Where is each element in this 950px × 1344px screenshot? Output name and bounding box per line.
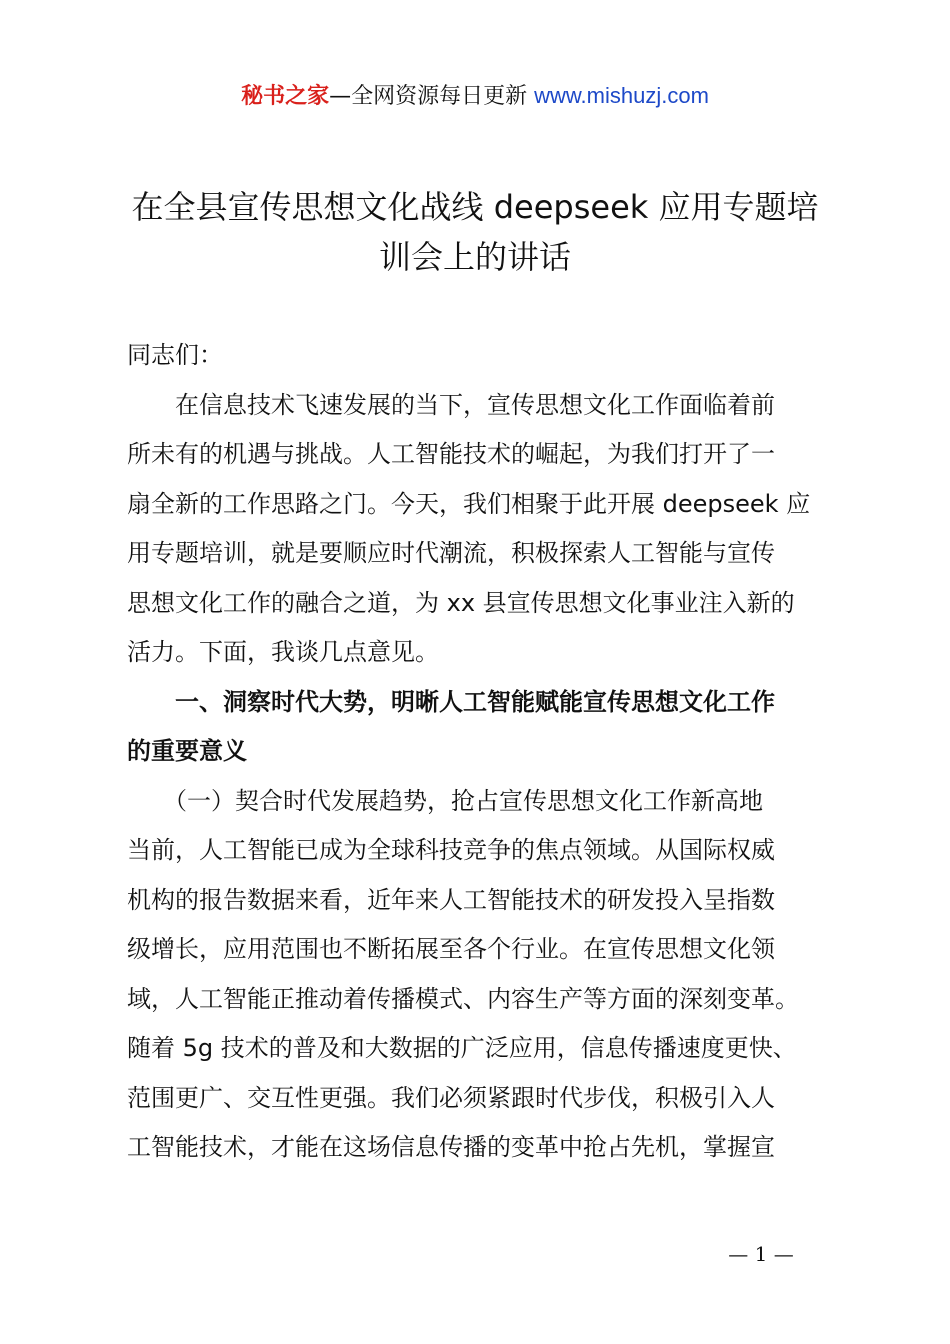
document-title: [100, 182, 850, 282]
title-line-1: 在全县宣传思想文化战线 deepseek 应用专题培: [131, 188, 819, 226]
site-url-link[interactable]: www.mishuzj.com: [534, 83, 709, 108]
body-line: 用专题培训，就是要顺应时代潮流，积极探索人工智能与宣传: [127, 539, 775, 567]
site-header: [0, 80, 950, 113]
body-line: 思想文化工作的融合之道，为 xx 县宣传思想文化事业注入新的: [127, 588, 795, 617]
body-line: 当前，人工智能已成为全球科技竞争的焦点领域。从国际权威: [127, 836, 775, 864]
document-body: [127, 331, 847, 1173]
title-line-2: 训会上的讲话: [378, 238, 571, 276]
body-line: 扇全新的工作思路之门。今天，我们相聚于此开展 deepseek 应: [127, 489, 811, 518]
body-line: 机构的报告数据来看，近年来人工智能技术的研发投入呈指数: [127, 885, 775, 914]
body-line: 活力。下面，我谈几点意见。: [127, 638, 439, 666]
site-brand: 秘书之家: [241, 84, 330, 109]
page-number: — 1 —: [728, 1242, 794, 1266]
section-heading: 一、洞察时代大势，明晰人工智能赋能宣传思想文化工作: [127, 687, 775, 716]
section-heading: 的重要意义: [127, 737, 247, 765]
salutation: 同志们：: [127, 341, 223, 369]
body-line: 在信息技术飞速发展的当下，宣传思想文化工作面临着前: [127, 390, 775, 419]
body-line: 域，人工智能正推动着传播模式、内容生产等方面的深刻变革。: [127, 984, 799, 1013]
site-slogan: —全网资源每日更新: [329, 84, 535, 109]
subsection-heading: （一）契合时代发展趋势，抢占宣传思想文化工作新高地: [127, 786, 763, 815]
body-line: 随着 5g 技术的普及和大数据的广泛应用，信息传播速度更快、: [127, 1034, 797, 1062]
body-line: 所未有的机遇与挑战。人工智能技术的崛起，为我们打开了一: [127, 440, 775, 468]
body-line: 级增长，应用范围也不断拓展至各个行业。在宣传思想文化领: [127, 935, 775, 963]
body-line: 工智能技术，才能在这场信息传播的变革中抢占先机，掌握宣: [127, 1133, 775, 1161]
body-line: 范围更广、交互性更强。我们必须紧跟时代步伐，积极引入人: [127, 1083, 775, 1112]
